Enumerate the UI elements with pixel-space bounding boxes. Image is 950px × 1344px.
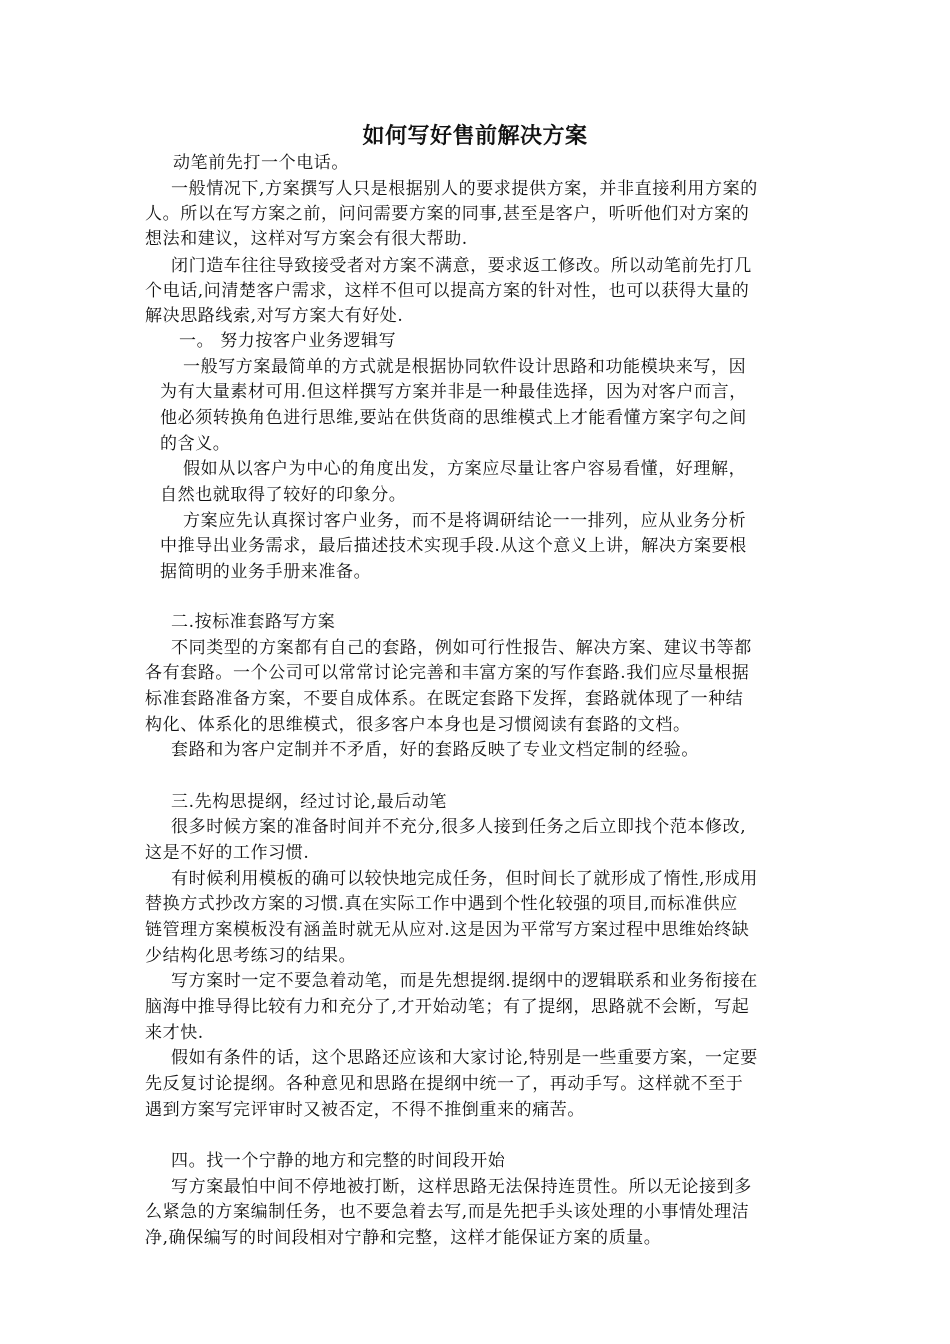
text-line: 链管理方案模板没有涵盖时就无从应对.这是因为平常写方案过程中思维始终缺	[145, 920, 750, 940]
text-line: 据简明的业务手册来准备。	[160, 562, 372, 582]
text-line: 脑海中推导得比较有力和充分了,才开始动笔；有了提纲，思路就不会断，写起	[145, 997, 750, 1017]
text-line: 各有套路。一个公司可以常常讨论完善和丰富方案的写作套路.我们应尽量根据	[145, 663, 750, 683]
text-line: 么紧急的方案编制任务，也不要急着去写,而是先把手头该处理的小事情处理洁	[145, 1202, 750, 1222]
text-line: 人。所以在写方案之前，问问需要方案的同事,甚至是客户，听听他们对方案的	[145, 204, 750, 224]
text-line: 净,确保编写的时间段相对宁静和完整，这样才能保证方案的质量。	[145, 1228, 662, 1248]
text-line: 一般情况下,方案撰写人只是根据别人的要求提供方案，并非直接利用方案的	[171, 179, 758, 199]
text-line: 写方案时一定不要急着动笔，而是先想提纲.提纲中的逻辑联系和业务衔接在	[171, 971, 758, 991]
section-heading-2: 二.按标准套路写方案	[171, 612, 336, 632]
section-heading-4: 四。找一个宁静的地方和完整的时间段开始	[171, 1151, 506, 1171]
text-line: 动笔前先打一个电话。	[173, 153, 349, 173]
text-line: 这是不好的工作习惯.	[145, 843, 310, 863]
text-line: 先反复讨论提纲。各种意见和思路在提纲中统一了，再动手写。这样就不至于	[145, 1074, 744, 1094]
text-line: 少结构化思考练习的结果。	[145, 946, 357, 966]
text-line: 很多时候方案的准备时间并不充分,很多人接到任务之后立即找个范本修改,	[171, 817, 747, 837]
text-line: 假如有条件的话，这个思路还应该和大家讨论,特别是一些重要方案，一定要	[171, 1048, 758, 1068]
document-title: 如何写好售前解决方案	[362, 123, 588, 149]
text-line: 他必须转换角色进行思维,要站在供货商的思维模式上才能看懂方案字句之间	[160, 408, 747, 428]
text-line: 来才快.	[145, 1023, 204, 1043]
text-line: 中推导出业务需求，最后描述技术实现手段.从这个意义上讲，解决方案要根	[160, 536, 747, 556]
text-line: 套路和为客户定制并不矛盾，好的套路反映了专业文档定制的经验。	[171, 740, 699, 760]
section-heading-1: 一。 努力按客户业务逻辑写	[179, 331, 397, 351]
text-line: 个电话,问清楚客户需求，这样不但可以提高方案的针对性，也可以获得大量的	[145, 281, 750, 301]
text-line: 有时候利用模板的确可以较快地完成任务，但时间长了就形成了惰性,形成用	[171, 869, 758, 889]
text-line: 写方案最怕中间不停地被打断，这样思路无法保持连贯性。所以无论接到多	[171, 1177, 752, 1197]
text-line: 遇到方案写完评审时又被否定，不得不推倒重来的痛苦。	[145, 1100, 585, 1120]
text-line: 闭门造车往往导致接受者对方案不满意，要求返工修改。所以动笔前先打几	[171, 256, 752, 276]
text-line: 一般写方案最简单的方式就是根据协同软件设计思路和功能模块来写，因	[183, 357, 747, 377]
text-line: 自然也就取得了较好的印象分。	[160, 485, 407, 505]
text-line: 构化、体系化的思维模式，很多客户本身也是习惯阅读有套路的文档。	[145, 715, 691, 735]
text-line: 假如从以客户为中心的角度出发，方案应尽量让客户容易看懂，好理解，	[183, 459, 747, 479]
section-heading-3: 三.先构思提纲，经过讨论,最后动笔	[171, 792, 448, 812]
text-line: 不同类型的方案都有自己的套路，例如可行性报告、解决方案、建议书等都	[171, 638, 752, 658]
text-line: 的含义。	[160, 434, 231, 454]
text-line: 想法和建议，这样对写方案会有很大帮助.	[145, 229, 468, 249]
text-line: 解决思路线索,对写方案大有好处.	[145, 306, 404, 326]
text-line: 方案应先认真探讨客户业务，而不是将调研结论一一排列，应从业务分析	[183, 511, 747, 531]
text-line: 标准套路准备方案，不要自成体系。在既定套路下发挥，套路就体现了一种结	[145, 689, 744, 709]
text-line: 为有大量素材可用.但这样撰写方案并非是一种最佳选择，因为对客户而言，	[160, 382, 747, 402]
text-line: 替换方式抄改方案的习惯.真在实际工作中遇到个性化较强的项目,而标准供应	[145, 894, 738, 914]
